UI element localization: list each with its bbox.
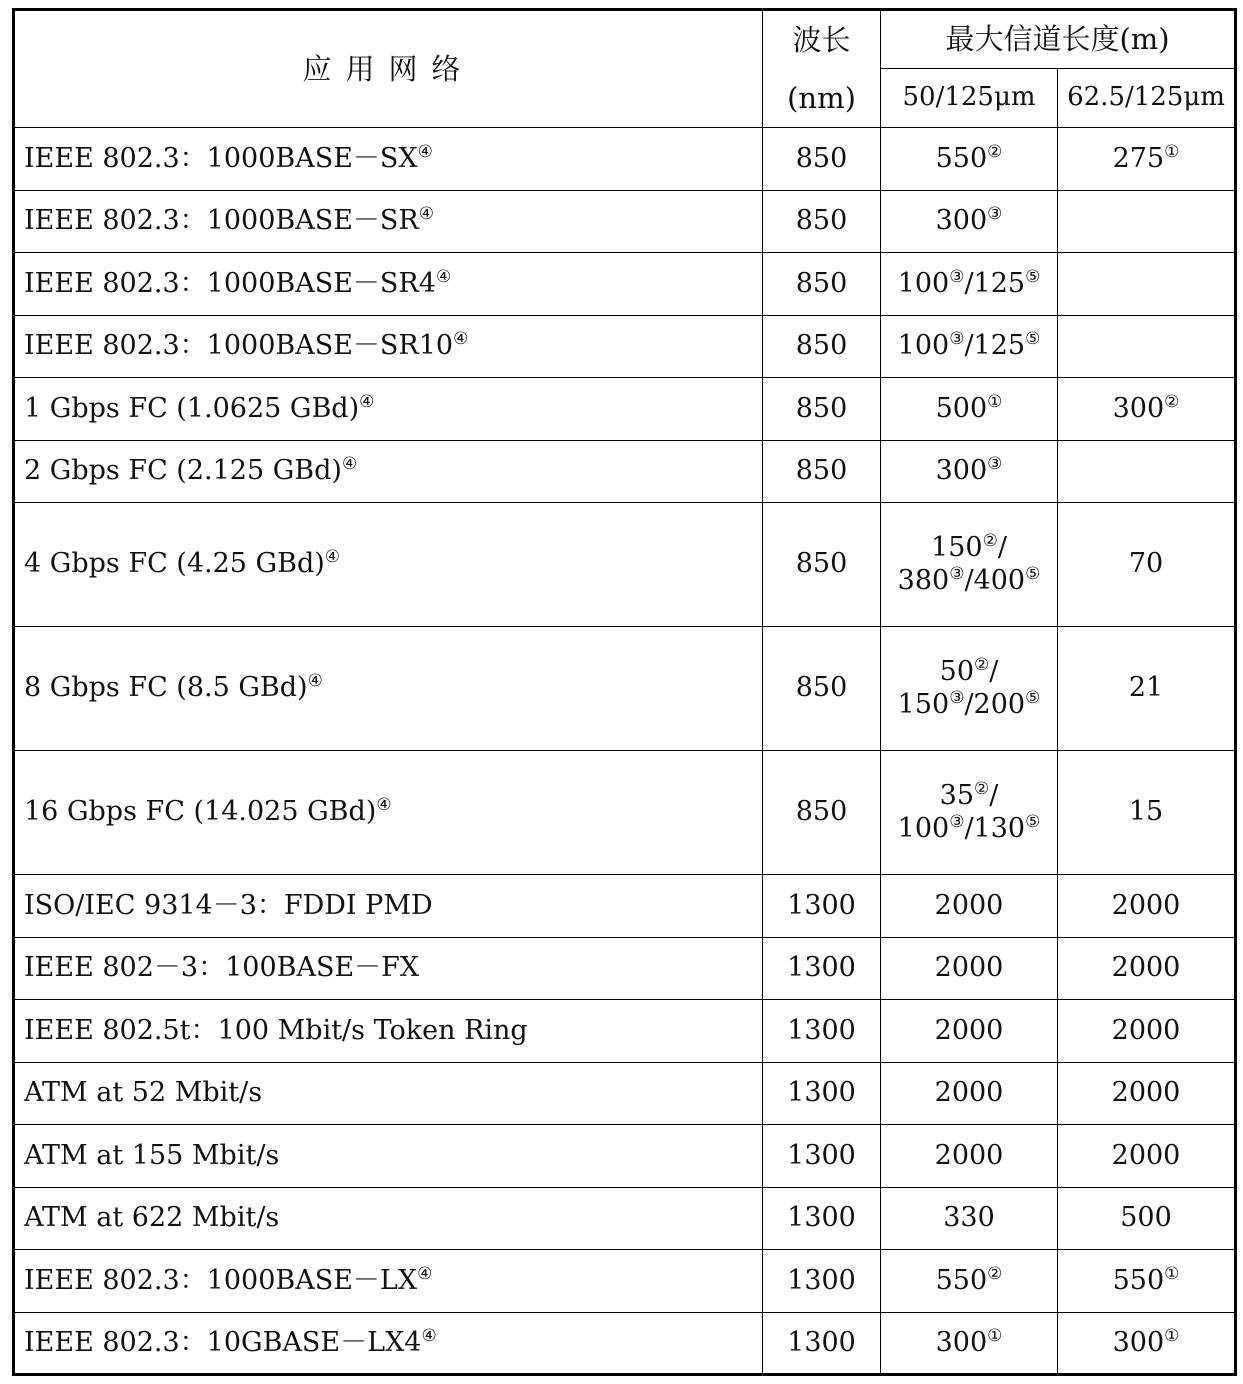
cell-wavelength: 850 [763,440,881,503]
cell-value: 15 [1128,796,1164,828]
cell-application [14,1125,763,1188]
table-row [14,627,1236,751]
footnote-mark: ⑤ [1025,329,1041,350]
footnote-mark: ④ [418,204,435,225]
header-max-channel-length: 最大信道长度(m) [881,10,1236,69]
footnote-mark: ④ [307,671,323,692]
cell-value: 21 [1128,672,1164,704]
cell-length-62-5 [1058,190,1236,253]
cell-value: 300 [935,205,988,237]
footnote-mark: ⑤ [1025,811,1041,832]
cell-length-62-5 [1058,1312,1236,1375]
cell-application [14,751,763,875]
footnote-mark: ③ [949,329,965,350]
cell-value: 550 [1112,1264,1165,1296]
table-row [14,503,1236,627]
cell-application [14,128,763,191]
cell-length-62-5 [1058,440,1236,503]
footnote-mark: ① [987,391,1003,412]
cell-value: 2000 [1111,1014,1181,1046]
application-name: 1 Gbps FC (1.0625 GBd) [24,392,360,424]
footnote-mark: ⑤ [1025,563,1041,584]
cell-application [14,1062,763,1125]
cell-value: 300 [1112,1326,1165,1358]
cell-length-50 [881,1250,1058,1313]
cell-value: 2000 [1111,889,1181,921]
cell-value: 150 [897,688,950,720]
cell-value: 2000 [934,952,1004,984]
cell-wavelength: 1300 [763,1000,881,1063]
cell-length-50 [881,937,1058,1000]
table-body [14,128,1236,1375]
header-application: 应用网络 [14,10,763,128]
cell-length-62-5 [1058,128,1236,191]
table-row [14,1187,1236,1250]
cell-value: 2000 [1111,1077,1181,1109]
cell-wavelength: 1300 [763,937,881,1000]
header-wavelength-unit: (nm) [787,81,856,115]
cell-value: 100 [897,812,950,844]
header-fiber-62-5: 62.5/125μm [1058,69,1236,128]
cell-length-50 [881,378,1058,441]
header-fiber-50: 50/125μm [881,69,1058,128]
cell-length-62-5 [1058,875,1236,938]
footnote-mark: ② [987,141,1003,162]
cell-application [14,190,763,253]
cell-wavelength: 1300 [763,1187,881,1250]
cell-value: / [997,532,1007,564]
cell-length-62-5 [1058,627,1236,751]
footnote-mark: ② [974,779,990,800]
cell-length-50 [881,440,1058,503]
cell-value: 300 [1112,392,1165,424]
table-row [14,190,1236,253]
cell-application [14,503,763,627]
cell-length-50 [881,128,1058,191]
footnote-mark: ③ [949,811,965,832]
cell-length-62-5 [1058,1062,1236,1125]
application-name: IEEE 802.5t：100 Mbit/s Token Ring [24,1014,528,1046]
table-row [14,937,1236,1000]
cell-value: 300 [935,455,988,487]
cell-length-62-5 [1058,1125,1236,1188]
footnote-mark: ③ [987,454,1003,475]
footnote-mark: ④ [341,454,358,475]
cell-value: / [989,656,999,688]
cell-value: 380 [897,564,950,596]
application-name: ATM at 622 Mbit/s [24,1202,280,1234]
footnote-mark: ④ [359,391,375,412]
table-row [14,315,1236,378]
cell-length-62-5 [1058,937,1236,1000]
footnote-mark: ① [1164,141,1180,162]
cell-value: /125 [964,267,1026,299]
cell-wavelength: 1300 [763,875,881,938]
cell-value: / [989,780,999,812]
cell-wavelength: 850 [763,503,881,627]
cell-wavelength: 850 [763,627,881,751]
cell-value: 2000 [934,889,1004,921]
cell-length-50 [881,253,1058,316]
cell-application [14,1250,763,1313]
cell-length-50 [881,1000,1058,1063]
cell-application [14,627,763,751]
footnote-mark: ④ [324,547,341,568]
cell-value: 550 [935,142,988,174]
cell-length-50 [881,751,1058,875]
application-name: IEEE 802.3：1000BASE－LX [24,1264,418,1296]
cell-value: /400 [964,564,1026,596]
application-name: 8 Gbps FC (8.5 GBd) [24,672,308,704]
cell-value: 2000 [934,1139,1004,1171]
application-name: ATM at 155 Mbit/s [24,1139,280,1171]
application-name: ATM at 52 Mbit/s [24,1077,263,1109]
application-name: 4 Gbps FC (4.25 GBd) [24,548,325,580]
footnote-mark: ④ [417,141,433,162]
cell-length-62-5 [1058,378,1236,441]
table-row [14,253,1236,316]
application-name: IEEE 802.3：1000BASE－SX [24,142,418,174]
application-name: IEEE 802.3：10GBASE－LX4 [24,1326,422,1358]
cell-wavelength: 1300 [763,1062,881,1125]
cell-application [14,315,763,378]
cell-length-62-5 [1058,1187,1236,1250]
cell-wavelength: 1300 [763,1125,881,1188]
footnote-mark: ⑤ [1025,687,1041,708]
cell-length-62-5 [1058,1250,1236,1313]
footnote-mark: ① [987,1325,1003,1346]
table-row [14,1125,1236,1188]
cell-wavelength: 850 [763,378,881,441]
cell-value: 100 [897,267,950,299]
cell-wavelength: 850 [763,315,881,378]
cell-value: /200 [964,688,1026,720]
cell-application [14,875,763,938]
table-row [14,1312,1236,1375]
cell-application [14,440,763,503]
cell-length-62-5 [1058,253,1236,316]
cell-value: 500 [1120,1202,1172,1234]
cell-length-50 [881,503,1058,627]
cell-value: 35 [939,780,974,812]
application-name: IEEE 802.3：1000BASE－SR [24,205,419,237]
footnote-mark: ① [1164,1325,1180,1346]
footnote-mark: ③ [987,204,1003,225]
footnote-mark: ② [987,1263,1003,1284]
cell-value: 2000 [934,1014,1004,1046]
footnote-mark: ③ [949,563,965,584]
cell-wavelength: 850 [763,128,881,191]
application-name: 2 Gbps FC (2.125 GBd) [24,455,342,487]
cell-length-62-5 [1058,315,1236,378]
cell-application [14,1312,763,1375]
cell-value: 50 [939,656,974,688]
table-row [14,751,1236,875]
cell-value: 275 [1112,142,1165,174]
footnote-mark: ③ [949,687,965,708]
table-row [14,1000,1236,1063]
table-row [14,1062,1236,1125]
cell-length-50 [881,1125,1058,1188]
footnote-mark: ③ [949,266,965,287]
cell-value: 330 [943,1202,995,1234]
footnote-mark: ① [1164,1263,1180,1284]
cell-length-62-5 [1058,503,1236,627]
header-wavelength [763,10,881,128]
cell-length-50 [881,1312,1058,1375]
cell-value: 2000 [1111,952,1181,984]
cell-value: 100 [897,330,950,362]
cell-length-50 [881,1062,1058,1125]
cell-length-62-5 [1058,751,1236,875]
cell-value: 550 [935,1264,988,1296]
cell-length-62-5 [1058,1000,1236,1063]
cell-value: 2000 [934,1077,1004,1109]
table-row [14,875,1236,938]
cell-application [14,1187,763,1250]
cell-wavelength: 850 [763,190,881,253]
cell-wavelength: 850 [763,253,881,316]
footnote-mark: ④ [421,1325,437,1346]
cell-length-50 [881,1187,1058,1250]
footnote-mark: ④ [417,1263,433,1284]
cell-value: /125 [964,330,1026,362]
table-row [14,440,1236,503]
cell-length-50 [881,190,1058,253]
cell-application [14,1000,763,1063]
application-name: 16 Gbps FC (14.025 GBd) [24,796,377,828]
footnote-mark: ④ [376,795,392,816]
cell-length-50 [881,315,1058,378]
cell-length-50 [881,627,1058,751]
footnote-mark: ② [974,655,990,676]
cell-value: 300 [935,1326,988,1358]
application-name: IEEE 802.3：1000BASE－SR4 [24,267,436,299]
table-row [14,128,1236,191]
cell-value: 150 [931,532,983,564]
cell-application [14,253,763,316]
cell-wavelength: 1300 [763,1250,881,1313]
cell-application [14,937,763,1000]
cell-application [14,378,763,441]
footnote-mark: ④ [435,266,452,287]
cell-value: 500 [935,392,988,424]
footnote-mark: ④ [453,329,469,350]
application-name: IEEE 802－3：100BASE－FX [24,952,420,984]
footnote-mark: ⑤ [1025,266,1041,287]
cell-wavelength: 850 [763,751,881,875]
cell-value: /130 [964,812,1026,844]
footnote-mark: ② [982,531,998,552]
header-wavelength-label: 波长 [792,23,851,57]
cell-wavelength: 1300 [763,1312,881,1375]
footnote-mark: ② [1164,391,1180,412]
application-name: IEEE 802.3：1000BASE－SR10 [24,330,454,362]
table-row [14,1250,1236,1313]
fiber-channel-length-table [12,8,1237,1376]
cell-value: 2000 [1111,1139,1181,1171]
cell-value: 70 [1128,548,1164,580]
cell-length-50 [881,875,1058,938]
table-row [14,378,1236,441]
application-name: ISO/IEC 9314－3：FDDI PMD [24,889,433,921]
